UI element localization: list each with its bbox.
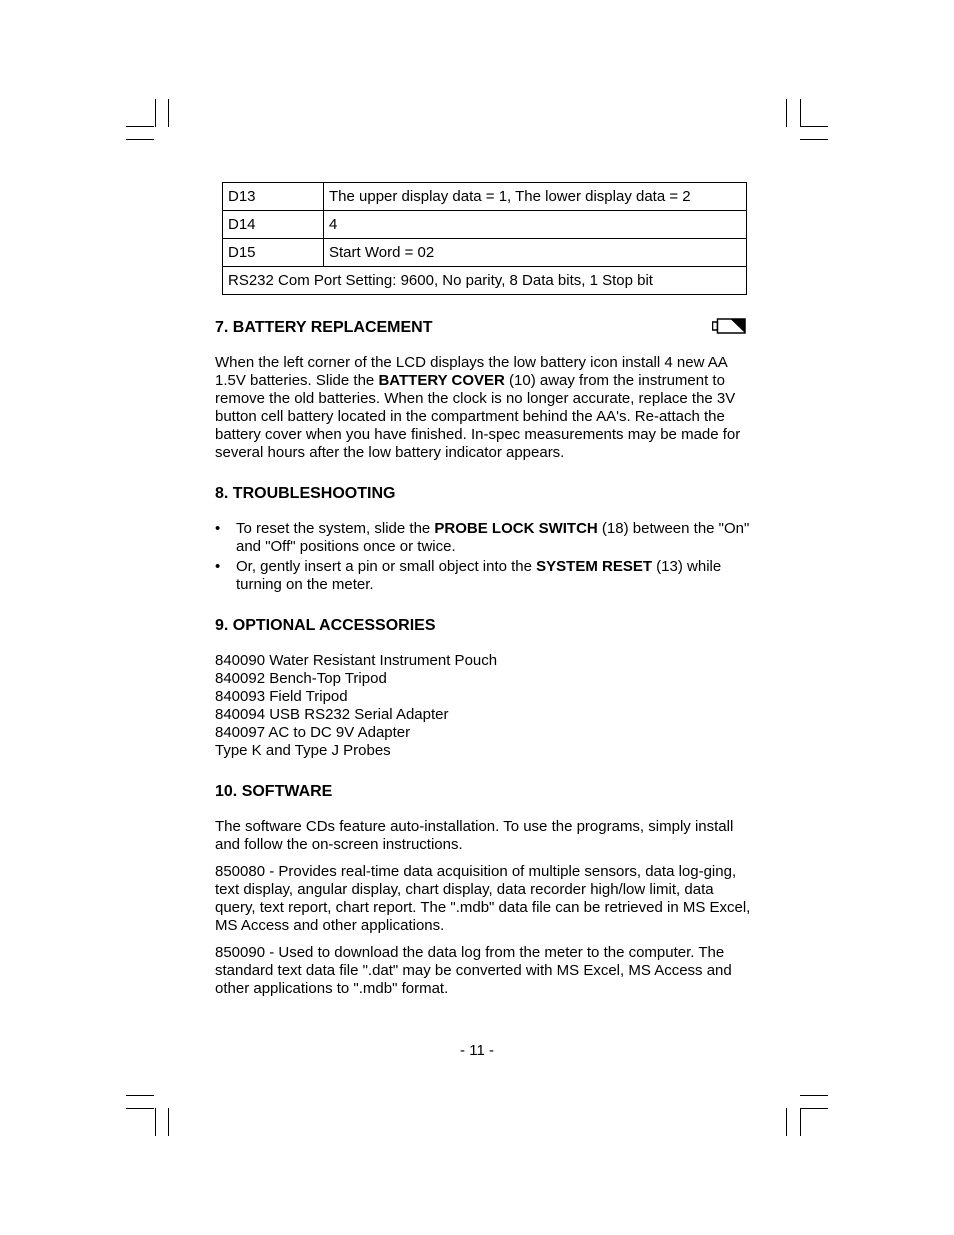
list-item	[215, 520, 755, 556]
crop-mark	[126, 126, 154, 127]
text-segment: (10) away from the instrument to remove the old batteries. When the clock is no longer accurate, replace the 3V button cell battery located in the compartment behind the AA's. Re-attach the battery cover when you have finished. In-spec measurements may be made for several hours after the low battery indicator appears.	[215, 372, 741, 461]
crop-mark	[786, 99, 787, 127]
accessories-list	[215, 652, 755, 760]
table-cell-code: D14	[223, 211, 324, 239]
crop-mark	[800, 1108, 801, 1136]
accessories-section	[215, 616, 755, 760]
battery-cover-label: BATTERY COVER	[378, 372, 505, 389]
crop-mark	[800, 139, 828, 140]
list-item: 840090 Water Resistant Instrument Pouch	[215, 652, 498, 669]
troubleshooting-section	[215, 484, 755, 594]
crop-mark	[126, 139, 154, 140]
spec-table	[222, 182, 747, 295]
list-item	[215, 558, 755, 594]
table-row	[223, 239, 747, 267]
text-segment: To reset the system, slide the	[236, 520, 435, 537]
crop-mark	[800, 99, 801, 127]
crop-mark	[155, 1108, 156, 1136]
battery-section	[215, 318, 755, 462]
list-item: Type K and Type J Probes	[215, 742, 391, 759]
crop-mark	[800, 126, 828, 127]
software-paragraph: 850080 - Provides real-time data acquisition of multiple sensors, data log-ging, text display, angular display, chart display, data recorder high/low limit, data query, text report, chart report. The ".mdb" data file can be retrieved in MS Excel, MS Access and other applications.	[215, 863, 751, 934]
crop-mark	[800, 1108, 828, 1109]
text-segment: Or, gently insert a pin or small object into the	[236, 558, 537, 575]
table-row	[223, 183, 747, 211]
table-cell-code: D15	[223, 239, 324, 267]
page-number: - 11 -	[460, 1042, 494, 1059]
crop-mark	[168, 1108, 169, 1136]
bullet-icon: •	[215, 520, 221, 537]
system-reset-label: SYSTEM RESET	[536, 558, 653, 575]
software-section	[215, 782, 755, 998]
troubleshooting-heading: 8. TROUBLESHOOTING	[215, 485, 396, 502]
troubleshooting-list	[215, 520, 755, 594]
table-row	[223, 211, 747, 239]
crop-mark	[126, 1095, 154, 1096]
battery-paragraph	[215, 354, 755, 462]
text-segment: (13) while turning on the meter.	[236, 558, 722, 593]
list-item: 840094 USB RS232 Serial Adapter	[215, 706, 449, 723]
table-cell-code: D13	[223, 183, 324, 211]
com-port-setting: RS232 Com Port Setting: 9600, No parity, 8 Data bits, 1 Stop bit	[223, 267, 747, 295]
page-content	[215, 182, 755, 998]
text-segment: (18) between the "On" and "Off" positions once or twice.	[236, 520, 750, 555]
accessories-heading: 9. OPTIONAL ACCESSORIES	[215, 617, 436, 634]
crop-mark	[800, 1095, 828, 1096]
software-paragraph: The software CDs feature auto-installation. To use the programs, simply install and follow the on-screen instructions.	[215, 818, 734, 853]
table-cell-value: Start Word = 02	[324, 239, 747, 267]
battery-low-icon	[712, 318, 746, 334]
software-paragraph: 850090 - Used to download the data log from the meter to the computer. The standard text data file ".dat" may be converted with MS Excel, MS Access and other applications to ".mdb" format.	[215, 944, 732, 997]
table-cell-value: The upper display data = 1, The lower display data = 2	[324, 183, 747, 211]
crop-mark	[786, 1108, 787, 1136]
list-item: 840092 Bench-Top Tripod	[215, 670, 387, 687]
text-segment: When the left corner of the LCD displays the low battery icon install 4 new AA 1.5V batteries. Slide the	[215, 354, 727, 389]
probe-lock-switch-label: PROBE LOCK SWITCH	[434, 520, 598, 537]
list-item: 840097 AC to DC 9V Adapter	[215, 724, 411, 741]
table-footer-row	[223, 267, 747, 295]
battery-heading: 7. BATTERY REPLACEMENT	[215, 319, 433, 336]
crop-mark	[155, 99, 156, 127]
crop-mark	[126, 1108, 154, 1109]
table-cell-value: 4	[324, 211, 747, 239]
software-heading: 10. SOFTWARE	[215, 783, 333, 800]
crop-mark	[168, 99, 169, 127]
list-item: 840093 Field Tripod	[215, 688, 348, 705]
bullet-icon: •	[215, 558, 221, 575]
